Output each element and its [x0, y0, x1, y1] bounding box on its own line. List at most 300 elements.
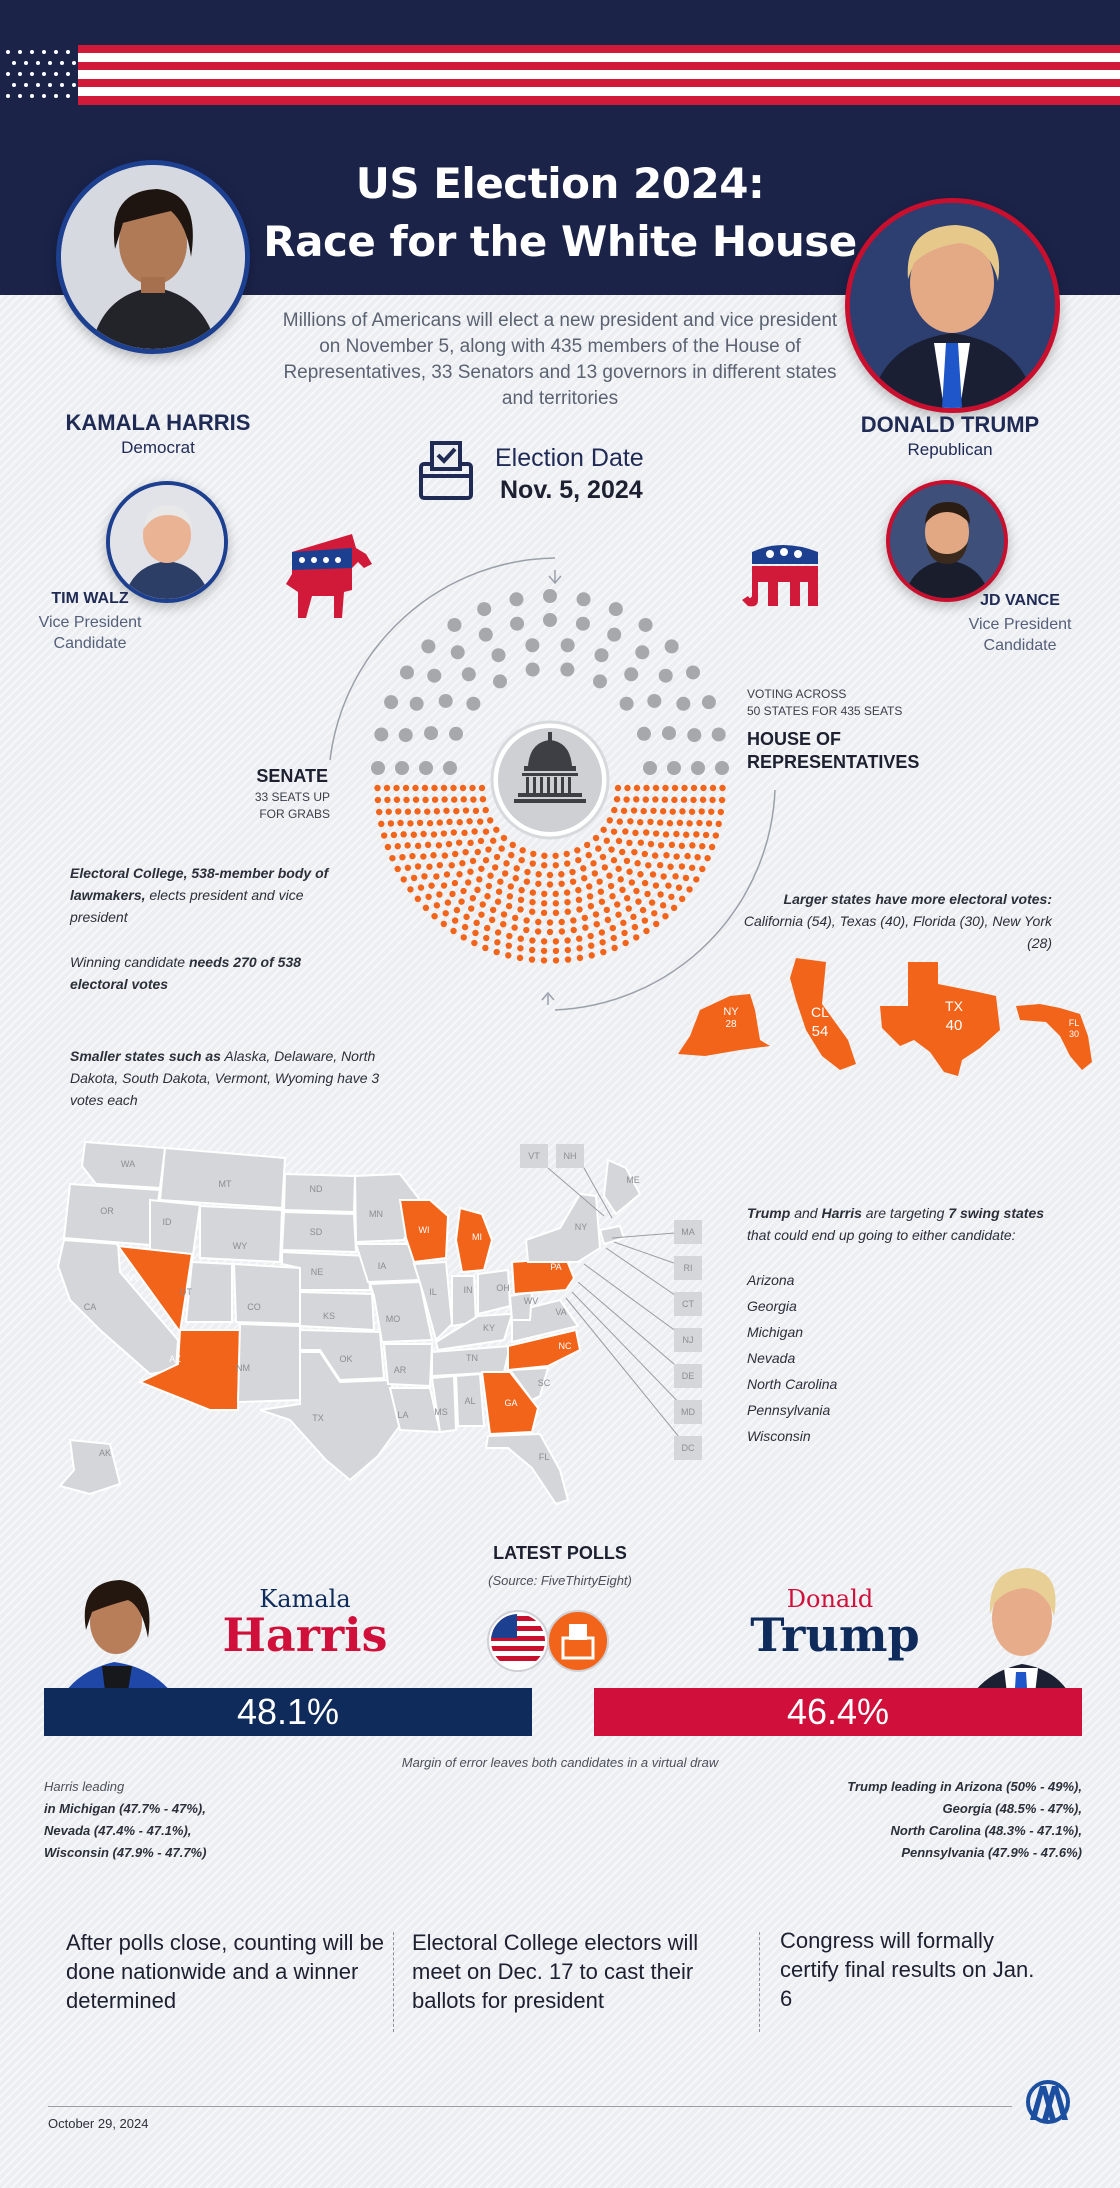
- house-seat: [663, 831, 669, 837]
- state-label-in: IN: [463, 1285, 473, 1295]
- house-seat: [653, 882, 659, 888]
- house-seat: [653, 785, 659, 791]
- senate-seat: [686, 665, 700, 679]
- senate-seat: [400, 665, 414, 679]
- house-seat: [648, 841, 654, 847]
- house-seat: [709, 797, 715, 803]
- house-seat: [658, 842, 664, 848]
- house-seat: [669, 842, 675, 848]
- state-label-tx: TX: [312, 1413, 324, 1423]
- walz-name: TIM WALZ: [51, 590, 129, 607]
- house-seat: [563, 851, 569, 857]
- house-seat: [444, 871, 450, 877]
- senate-seat: [609, 602, 623, 616]
- walz-portrait: [106, 481, 228, 603]
- house-seat: [624, 785, 630, 791]
- house-seat: [570, 878, 576, 884]
- house-seat: [441, 921, 447, 927]
- house-seat: [643, 796, 649, 802]
- house-seat: [576, 935, 582, 941]
- state-label-ak: AK: [98, 1448, 112, 1458]
- house-seat: [381, 832, 387, 838]
- house-seat: [454, 907, 460, 913]
- house-seat: [673, 831, 679, 837]
- state-ks: [300, 1292, 374, 1330]
- state-label-la: LA: [397, 1410, 409, 1420]
- swing-state-item: Pennsylvania: [747, 1402, 831, 1418]
- house-seat: [467, 840, 473, 846]
- state-label-ca: CA: [83, 1302, 97, 1312]
- footer-date: October 29, 2024: [48, 2116, 149, 2131]
- house-seat: [570, 917, 576, 923]
- house-seat: [505, 952, 511, 958]
- house-seat: [524, 869, 530, 875]
- house-seat: [407, 820, 413, 826]
- house-seat: [436, 842, 442, 848]
- house-seat: [541, 957, 547, 963]
- house-seat: [422, 785, 428, 791]
- house-seat: [493, 949, 499, 955]
- house-seat: [547, 872, 553, 878]
- house-seat: [565, 909, 571, 915]
- senate-seat: [659, 669, 673, 683]
- house-seat: [576, 897, 582, 903]
- house-seat: [718, 809, 724, 815]
- house-seat: [452, 917, 458, 923]
- harris-name: KAMALA HARRIS: [65, 410, 251, 435]
- senate-seat: [639, 618, 653, 632]
- house-seat: [541, 853, 547, 859]
- house-seat: [626, 869, 632, 875]
- house-seat: [681, 797, 687, 803]
- house-seat: [501, 911, 507, 917]
- state-votes-tx: 40: [945, 1017, 963, 1034]
- senate-seat: [637, 727, 651, 741]
- house-seat: [460, 785, 466, 791]
- house-seat: [490, 907, 496, 913]
- house-seat: [652, 852, 658, 858]
- senate-seat: [662, 726, 676, 740]
- house-seat: [530, 851, 536, 857]
- senate-seat: [702, 695, 716, 709]
- senate-seat: [395, 761, 409, 775]
- state-box-label-de: DE: [681, 1371, 695, 1381]
- house-seat: [450, 928, 456, 934]
- house-seat: [582, 915, 588, 921]
- house-seat: [415, 863, 421, 869]
- house-seat: [434, 902, 440, 908]
- state-box-label-ct: CT: [682, 1299, 694, 1309]
- house-seat: [587, 893, 593, 899]
- house-seat: [633, 796, 639, 802]
- harris-party: Democrat: [121, 438, 195, 457]
- state-label-pa: PA: [550, 1262, 562, 1272]
- trump-poll-value: 46.4%: [786, 1691, 890, 1732]
- house-seat: [469, 785, 475, 791]
- house-seat: [517, 945, 523, 951]
- house-seat: [653, 830, 659, 836]
- house-seat: [650, 808, 656, 814]
- house-seat: [388, 820, 394, 826]
- house-seat: [518, 897, 524, 903]
- house-seat: [473, 808, 479, 814]
- house-seat: [709, 844, 715, 850]
- trump-last-name: Trump: [750, 1608, 920, 1662]
- state-label-ny: NY: [574, 1222, 588, 1232]
- house-seat: [696, 820, 702, 826]
- house-seat: [492, 864, 498, 870]
- house-seat: [483, 828, 489, 834]
- state-label-ks: KS: [322, 1311, 336, 1321]
- house-seat: [708, 809, 714, 815]
- house-seat: [634, 860, 640, 866]
- house-seat: [384, 785, 390, 791]
- state-label-mo: MO: [385, 1314, 401, 1324]
- house-seat: [484, 893, 490, 899]
- house-seat: [624, 895, 630, 901]
- house-seat: [586, 852, 592, 858]
- walz-role: Vice President Candidate: [38, 614, 142, 652]
- senate-seat: [543, 613, 557, 627]
- house-seat: [413, 797, 419, 803]
- house-seat: [478, 911, 484, 917]
- state-box-label-nj: NJ: [682, 1335, 694, 1345]
- house-seat: [391, 832, 397, 838]
- house-seat: [463, 807, 469, 813]
- state-box-label-vt: VT: [528, 1151, 540, 1161]
- house-seat: [507, 893, 513, 899]
- election-date-value: Nov. 5, 2024: [500, 476, 643, 504]
- house-seat: [611, 807, 617, 813]
- house-seat: [629, 879, 635, 885]
- state-label-id: ID: [162, 1217, 172, 1227]
- state-box-label-nh: NH: [563, 1151, 577, 1161]
- electoral-college-note: Electoral College, 538-member body of lawmakers, elects president and vice president: [70, 865, 329, 925]
- vance-role: Vice President Candidate: [968, 616, 1072, 654]
- house-seat: [686, 820, 692, 826]
- house-seat: [547, 929, 553, 935]
- house-seat: [621, 930, 627, 936]
- house-seat: [676, 884, 682, 890]
- state-label-ne: NE: [310, 1267, 324, 1277]
- senate-seat: [419, 761, 433, 775]
- state-label-ut: UT: [180, 1287, 192, 1297]
- large-states-shapes: [670, 950, 1100, 1080]
- house-seat: [483, 857, 489, 863]
- state-mt: [160, 1148, 285, 1208]
- state-label-mt: MT: [218, 1179, 232, 1189]
- house-seat: [490, 838, 496, 844]
- state-label-ia: IA: [377, 1261, 387, 1271]
- house-seat: [489, 917, 495, 923]
- harris-portrait: [56, 160, 250, 354]
- house-seat: [405, 809, 411, 815]
- house-seat: [559, 928, 565, 934]
- house-seat: [615, 785, 621, 791]
- house-seat: [704, 855, 710, 861]
- house-seat: [569, 869, 575, 875]
- house-seat: [496, 888, 502, 894]
- state-label-nm: NM: [236, 1363, 250, 1373]
- house-seat: [430, 852, 436, 858]
- house-seat: [662, 913, 668, 919]
- house-seat: [529, 956, 535, 962]
- house-seat: [596, 878, 602, 884]
- house-seat: [465, 879, 471, 885]
- house-seat: [615, 866, 621, 872]
- house-seat: [564, 899, 570, 905]
- house-seat: [645, 862, 651, 868]
- senate-seat: [525, 638, 539, 652]
- house-seat: [693, 876, 699, 882]
- house-seat: [477, 818, 483, 824]
- house-seat: [576, 906, 582, 912]
- house-seat: [700, 797, 706, 803]
- state-label-oh: OH: [496, 1283, 510, 1293]
- house-seat: [500, 921, 506, 927]
- house-seat: [518, 935, 524, 941]
- house-seat: [589, 952, 595, 958]
- house-seat: [517, 955, 523, 961]
- house-seat: [670, 808, 676, 814]
- house-seat: [535, 871, 541, 877]
- house-seat: [530, 889, 536, 895]
- house-seat: [441, 830, 447, 836]
- house-seat: [677, 820, 683, 826]
- house-seat: [471, 828, 477, 834]
- state-label-ky: KY: [482, 1323, 496, 1333]
- step-counting: After polls close, counting will be done nationwide and a winner determined: [66, 1930, 384, 2013]
- house-seat: [642, 851, 648, 857]
- house-seat: [611, 857, 617, 863]
- house-seat: [393, 785, 399, 791]
- house-seat: [478, 866, 484, 872]
- house-seat: [634, 785, 640, 791]
- house-seat: [456, 871, 462, 877]
- house-seat: [420, 853, 426, 859]
- senate-seat: [635, 645, 649, 659]
- house-seat: [529, 909, 535, 915]
- house-seat: [679, 843, 685, 849]
- house-seat: [523, 927, 529, 933]
- house-seat: [395, 843, 401, 849]
- house-seat: [425, 894, 431, 900]
- house-seat: [529, 937, 535, 943]
- house-seat: [423, 905, 429, 911]
- house-seat: [699, 808, 705, 814]
- house-seat: [672, 785, 678, 791]
- state-label-il: IL: [429, 1287, 437, 1297]
- house-seat: [443, 910, 449, 916]
- house-seat: [635, 898, 641, 904]
- house-seat: [511, 924, 517, 930]
- state-label-tn: TN: [466, 1353, 478, 1363]
- house-seat: [541, 910, 547, 916]
- house-seat: [624, 858, 630, 864]
- state-box-label-ma: MA: [681, 1227, 695, 1237]
- house-seat: [716, 821, 722, 827]
- house-seat: [378, 821, 384, 827]
- house-seat: [593, 835, 599, 841]
- house-seat: [608, 883, 614, 889]
- house-seat: [508, 852, 514, 858]
- state-box-label-dc: DC: [681, 1443, 695, 1453]
- senate-seat: [576, 617, 590, 631]
- state-label-nc: NC: [558, 1341, 572, 1351]
- house-seat: [514, 865, 520, 871]
- state-label-tx: TX: [945, 998, 963, 1014]
- house-seat: [615, 911, 621, 917]
- polls-source: (Source: FiveThirtyEight): [488, 1573, 632, 1588]
- house-seat: [442, 852, 448, 858]
- house-seat: [462, 924, 468, 930]
- state-ut: [186, 1262, 232, 1322]
- senate-seat: [561, 638, 575, 652]
- house-seat: [690, 797, 696, 803]
- house-seat: [604, 838, 610, 844]
- house-seat: [437, 862, 443, 868]
- senate-seat: [462, 667, 476, 681]
- state-votes-ny: 28: [725, 1019, 737, 1030]
- house-seat: [494, 854, 500, 860]
- house-seat: [662, 796, 668, 802]
- house-seat: [480, 901, 486, 907]
- senate-seat: [371, 761, 385, 775]
- house-seat: [663, 852, 669, 858]
- house-seat: [582, 924, 588, 930]
- senate-seat: [509, 592, 523, 606]
- state-wy: [200, 1206, 282, 1262]
- house-seat: [476, 876, 482, 882]
- house-seat: [524, 878, 530, 884]
- house-seat: [397, 820, 403, 826]
- house-seat: [684, 853, 690, 859]
- house-seat: [453, 808, 459, 814]
- house-seat: [622, 828, 628, 834]
- house-seat: [376, 809, 382, 815]
- us-swing-state-map: [40, 1130, 720, 1520]
- house-seat: [668, 894, 674, 900]
- house-seat: [409, 853, 415, 859]
- house-seat: [456, 839, 462, 845]
- senate-subtitle: 33 SEATS UP FOR GRABS: [254, 790, 330, 821]
- house-seat: [510, 842, 516, 848]
- house-seat: [403, 797, 409, 803]
- senate-seat: [577, 592, 591, 606]
- swing-states-list: [747, 1272, 967, 1454]
- state-label-ms: MS: [434, 1407, 448, 1417]
- house-seat: [626, 905, 632, 911]
- house-seat: [626, 840, 632, 846]
- house-seat: [518, 887, 524, 893]
- house-seat: [412, 785, 418, 791]
- state-fl: [486, 1434, 568, 1504]
- house-seat: [468, 905, 474, 911]
- house-seat: [424, 808, 430, 814]
- house-seat: [374, 785, 380, 791]
- house-seat: [513, 875, 519, 881]
- swing-states-intro: Trump and Harris are targeting 7 swing states that could end up going to either candidate:: [747, 1205, 1045, 1243]
- house-seat: [403, 785, 409, 791]
- house-seat: [494, 939, 500, 945]
- senate-seat: [384, 695, 398, 709]
- house-seat: [584, 842, 590, 848]
- swing-state-item: Arizona: [747, 1272, 795, 1288]
- senate-seat: [624, 667, 638, 681]
- state-label-wv: WV: [523, 1296, 539, 1306]
- house-seat: [650, 871, 656, 877]
- senate-seat: [374, 727, 388, 741]
- senate-seat: [424, 726, 438, 740]
- house-seat: [600, 827, 606, 833]
- house-seat: [384, 797, 390, 803]
- state-label-al: AL: [464, 1396, 476, 1406]
- senate-seat: [676, 697, 690, 711]
- state-pa: [512, 1258, 574, 1294]
- house-seat: [451, 829, 457, 835]
- house-seat: [689, 842, 695, 848]
- house-seat: [506, 933, 512, 939]
- house-seat: [681, 785, 687, 791]
- house-seat: [679, 863, 685, 869]
- house-seat: [575, 887, 581, 893]
- house-seat: [593, 911, 599, 917]
- senate-seat: [439, 694, 453, 708]
- house-seat: [619, 887, 625, 893]
- large-states-note: Larger states have more electoral votes: California (54), Texas (40), Florida (30), New York (28): [743, 891, 1052, 951]
- house-seat: [474, 887, 480, 893]
- house-seat: [599, 929, 605, 935]
- senate-seat: [526, 663, 540, 677]
- house-seat: [502, 870, 508, 876]
- house-seat: [617, 818, 623, 824]
- senate-seat: [449, 727, 463, 741]
- house-seat: [431, 913, 437, 919]
- senate-seat: [447, 618, 461, 632]
- senate-seat: [410, 697, 424, 711]
- step-divider: [759, 1932, 760, 2032]
- house-seat: [389, 855, 395, 861]
- step-certify: Congress will formally certify final results on Jan. 6: [780, 1928, 1035, 2011]
- house-seat: [574, 847, 580, 853]
- house-seat: [519, 847, 525, 853]
- state-me: [604, 1160, 640, 1214]
- house-seat: [452, 851, 458, 857]
- house-seat: [642, 917, 648, 923]
- house-seat: [638, 839, 644, 845]
- house-seat: [400, 831, 406, 837]
- house-seat: [609, 893, 615, 899]
- trump-name: DONALD TRUMP: [860, 412, 1040, 437]
- house-seat: [394, 866, 400, 872]
- house-seat: [443, 808, 449, 814]
- house-seat: [506, 903, 512, 909]
- house-seat: [637, 871, 643, 877]
- house-seat: [651, 910, 657, 916]
- house-seat: [683, 832, 689, 838]
- house-seat: [710, 785, 716, 791]
- house-seat: [640, 808, 646, 814]
- house-seat: [614, 796, 620, 802]
- house-seat: [602, 864, 608, 870]
- house-seat: [553, 938, 559, 944]
- house-seat: [587, 933, 593, 939]
- house-seat: [657, 862, 663, 868]
- house-seat: [450, 785, 456, 791]
- house-seat: [547, 919, 553, 925]
- house-seat: [495, 929, 501, 935]
- house-seat: [415, 843, 421, 849]
